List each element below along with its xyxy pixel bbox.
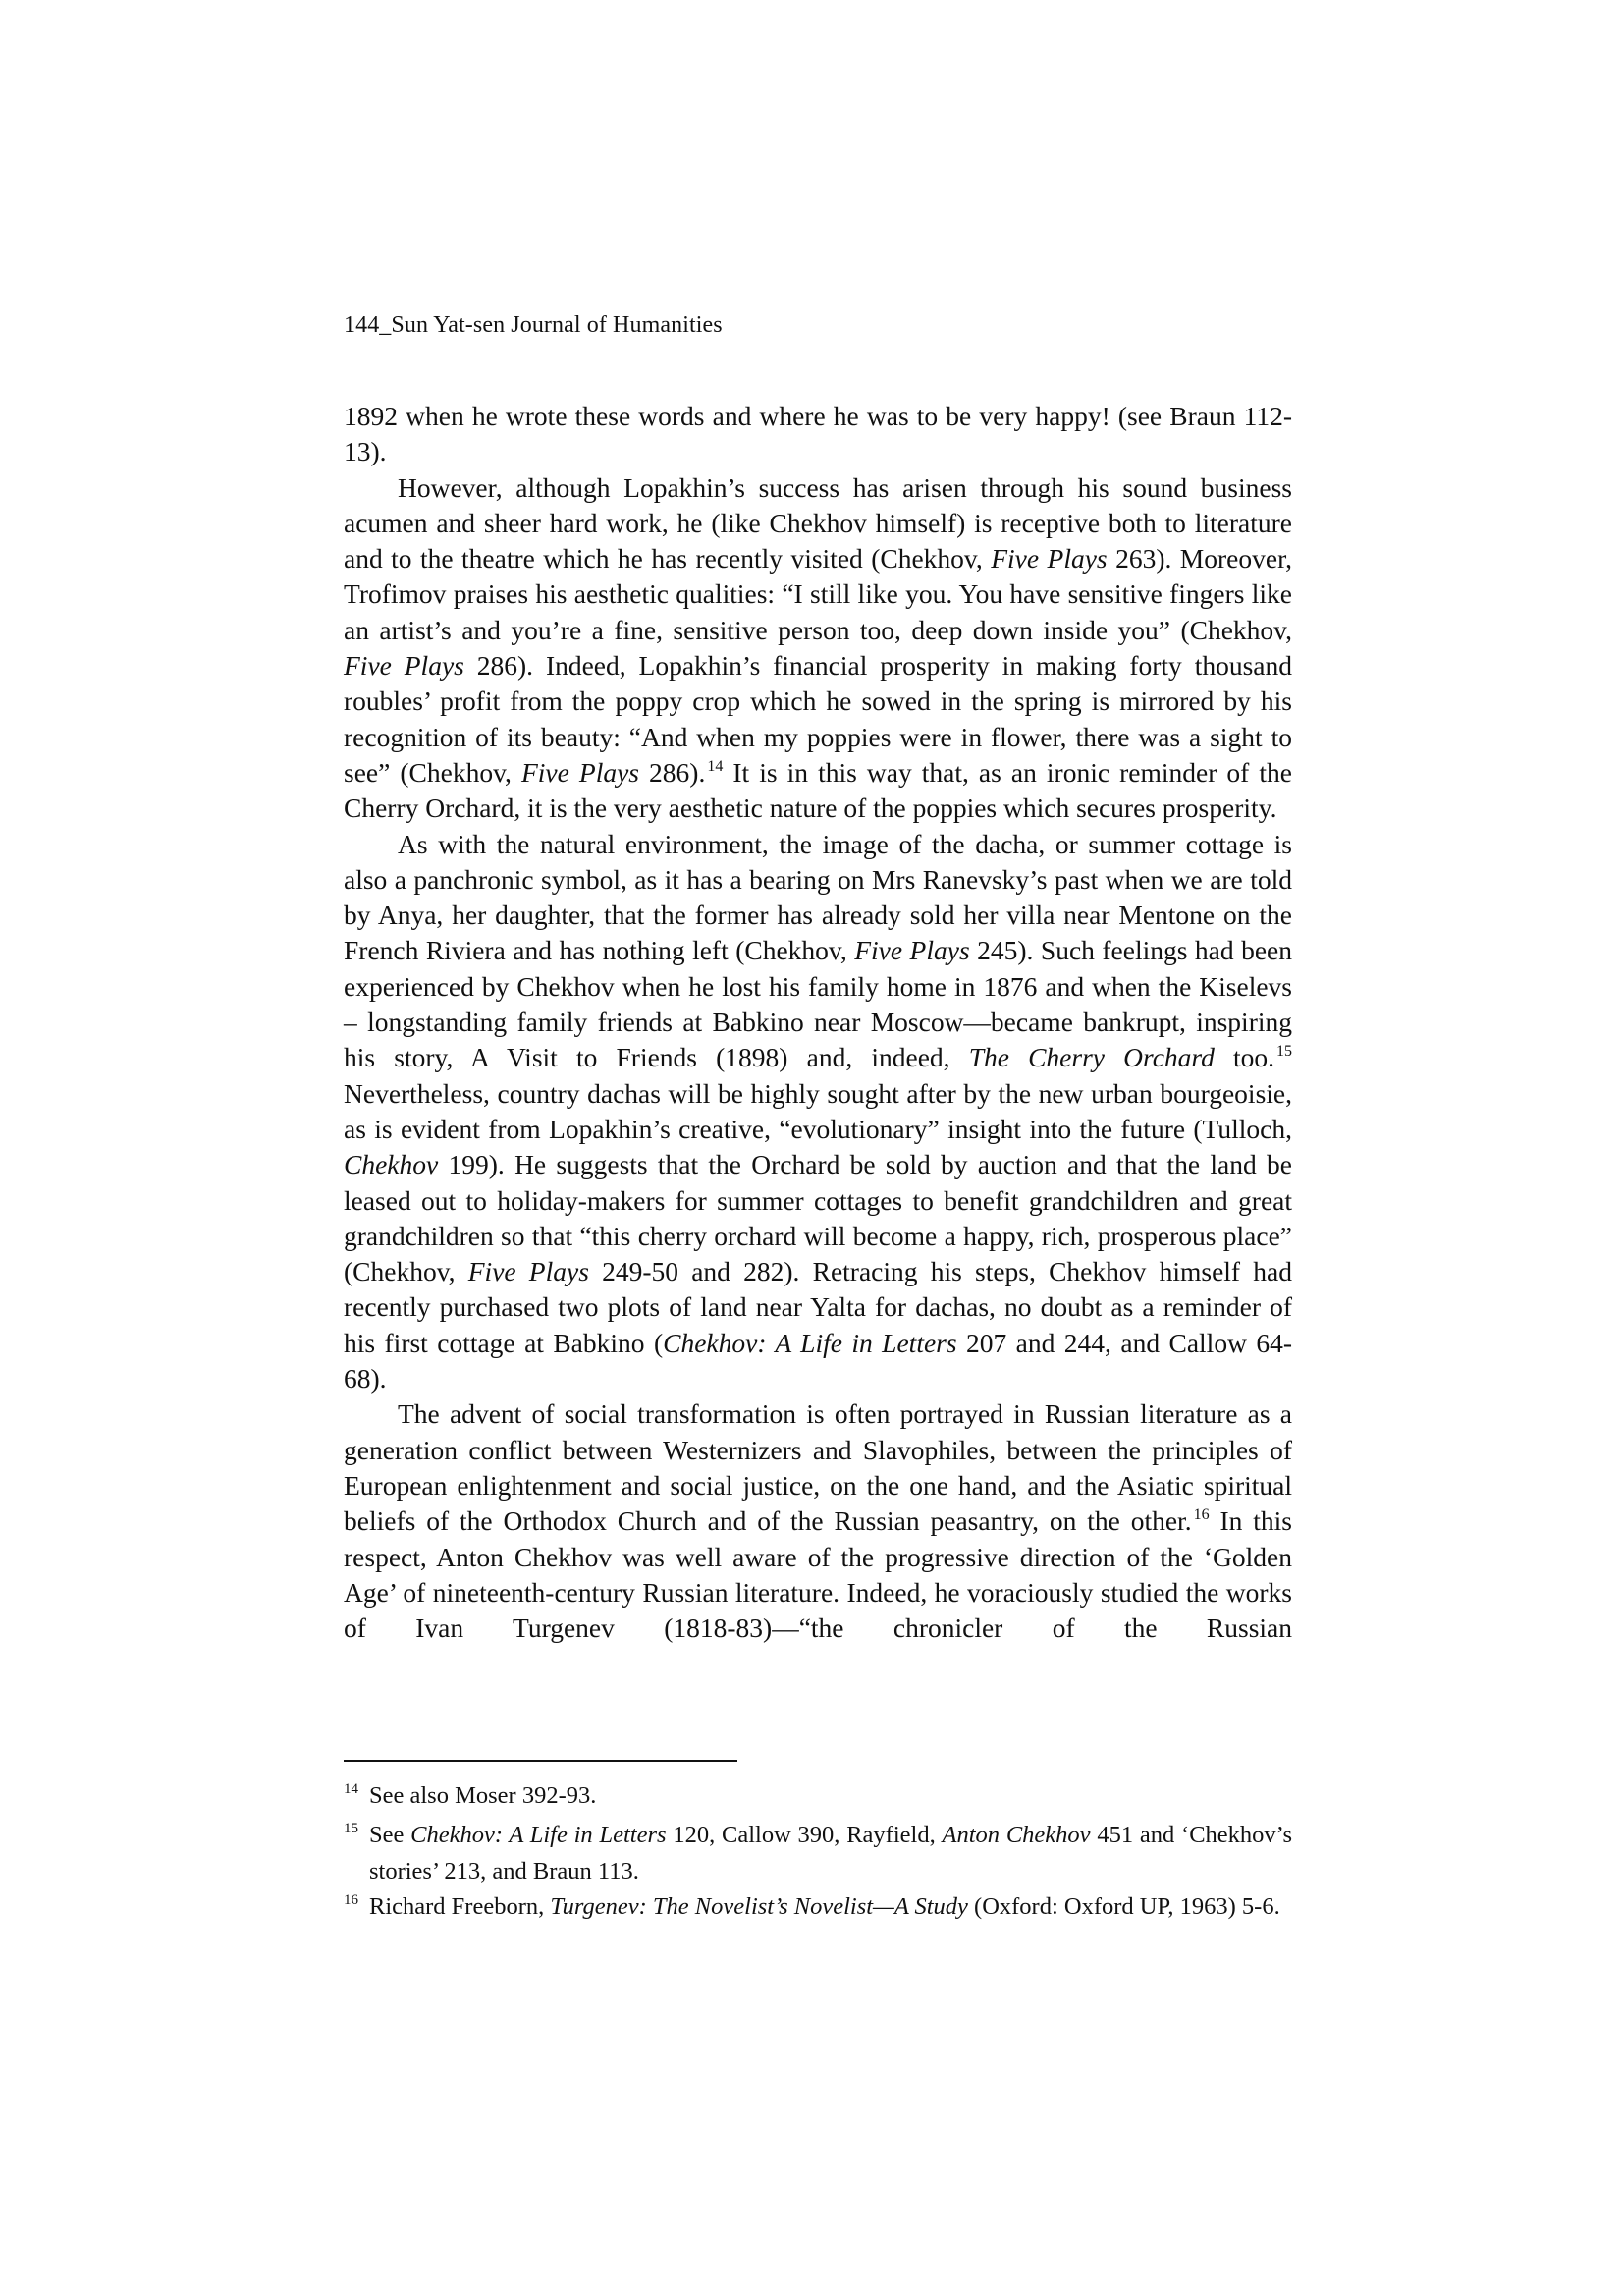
italic-title: Anton Chekhov [942,1822,1091,1848]
footnote-divider [344,1760,737,1762]
text-run: too. [1214,1042,1274,1073]
text-run: Richard Freeborn, [369,1893,551,1920]
text-run: 249-50 and 282). Retracing his steps, Chekhov himself had recently purchased two plots of land near Yalta for dachas, no doubt as a reminder of his first cottage at Babkino ( [344,1256,1292,1358]
italic-title: Chekhov [344,1149,439,1180]
text-run: (Oxford: Oxford UP, 1963) 5-6. [967,1893,1280,1920]
italic-title: The Cherry Orchard [968,1042,1215,1073]
italic-title: Five Plays [467,1256,589,1287]
body-text [344,399,1292,1646]
text-run: 286). Indeed, Lopakhin’s financial prosperity in making forty thousand roubles’ profit from the poppy crop which he sowed in the spring is mirrored by his recognition of its beauty: “And when my poppies were in flower, there was a sight to see” (Chekhov, [344,650,1293,788]
footnote-number: 15 [344,1821,358,1836]
text-run: See [369,1822,411,1848]
text-run: As with the natural environment, the image of the dacha, or summer cottage is also a panchronic symbol, as it has a bearing on Mrs Ranevsky’s past when we are told by Anya, her daughter, that the former has already sold her villa near Mentone on the French Riviera and has nothing left (Chekhov, [344,828,1292,966]
italic-title: Five Plays [991,543,1108,574]
text-run: See also Moser 392-93. [369,1782,597,1809]
text-run: 120, Callow 390, Rayfield, [666,1822,943,1848]
text-run: In this respect, Anton Chekhov was well aware of the progressive direction of the ‘Golden Age’ of nineteenth-century Russian literature. Indeed, he voraciously studied the works of Ivan Turgenev (1818-83)—“the chronicler of the Russian [344,1505,1292,1644]
text-run: 286). [639,756,706,788]
paragraph-social-transformation [344,1396,1292,1646]
text-run: 263). Moreover, Trofimov praises his aesthetic qualities: “I still like you. You have sensitive fingers like an artist’s and you’re a fine, sensitive person too, deep down inside you” (Chekhov, [344,543,1293,645]
text-run: Nevertheless, country dachas will be highly sought after by the new urban bourgeoisie, as is evident from Lopakhin’s creative, “evolutionary” insight into the future (Tulloch, [344,1077,1292,1144]
paragraph-dacha [344,827,1292,1397]
footnote-number: 14 [344,1781,358,1797]
italic-title: Turgenev: The Novelist’s Novelist—A Study [550,1893,968,1920]
text-run: 1892 when he wrote these words and where he was to be very happy! (see Braun 112-13). [344,401,1292,467]
text-run: 451 and ‘Chekhov’s stories’ 213, and Braun 113. [369,1822,1292,1885]
text-run: The advent of social transformation is often portrayed in Russian literature as a generation conflict between Westernizers and Slavophiles, between the principles of European enlightenment and social justice, on the one hand, and the Asiatic spiritual beliefs of the Orthodox Church and of the Russian peasantry, on the other. [344,1398,1292,1537]
italic-title: Five Plays [344,650,464,682]
paragraph-lopakhin [344,470,1292,827]
text-run: However, although Lopakhin’s success has arisen through his sound business acumen and sheer hard work, he (like Chekhov himself) is receptive both to literature and to the theatre which he has recently visited (Chekhov, [344,471,1292,574]
footnote-number: 16 [344,1892,358,1908]
running-head: 144_Sun Yat-sen Journal of Humanities [344,312,723,338]
footnote-14 [344,1779,1292,1816]
text-run: It is in this way that, as an ironic reminder of the Cherry Orchard, it is the very aesthetic nature of the poppies which secures prosperity. [344,756,1292,824]
italic-title: Five Plays [854,935,970,966]
text-run: 199). He suggests that the Orchard be sold by auction and that the land be leased out to holiday-makers for summer cottages to benefit grandchildren and great grandchildren so that “this cherry orchard will become a happy, rich, prosperous place” (Chekhov, [344,1149,1292,1287]
italic-title: Five Plays [520,756,639,788]
footnote-16 [344,1890,1292,1927]
footnotes [344,1779,1292,1930]
text-run: 207 and 244, and Callow 64-68). [344,1327,1293,1394]
footnote-15 [344,1819,1292,1887]
footnote-ref-14[interactable]: 14 [707,757,724,775]
paragraph-continued [344,399,1292,470]
italic-title: Chekhov: A Life in Letters [410,1822,667,1848]
italic-title: Chekhov: A Life in Letters [663,1327,957,1358]
footnote-ref-15[interactable]: 15 [1276,1043,1292,1061]
text-run: 245). Such feelings had been experienced by Chekhov when he lost his family home in 1876 and when the Kiselevs – longstanding family friends at Babkino near Moscow—became bankrupt, inspiring his story, A Visit to Friends (1898) and, indeed, [344,935,1293,1073]
footnote-ref-16[interactable]: 16 [1193,1506,1210,1524]
